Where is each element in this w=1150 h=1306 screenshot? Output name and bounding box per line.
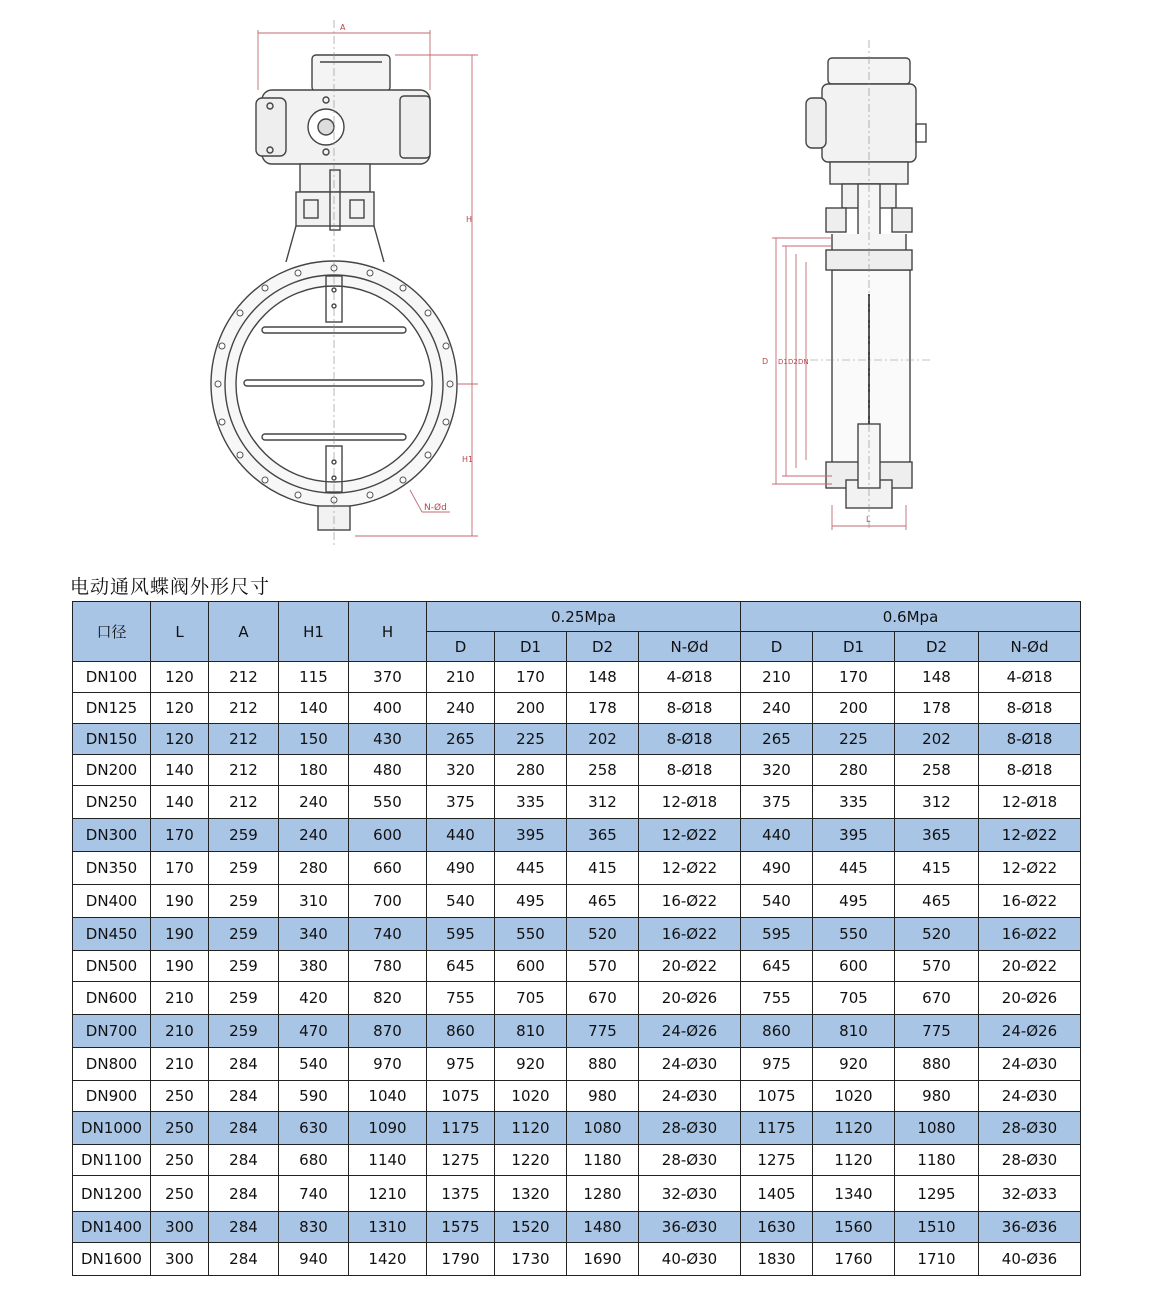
table-cell: 240 (279, 786, 349, 819)
table-cell: 8-Ø18 (639, 724, 741, 755)
table-row (73, 755, 1081, 786)
table-cell: 284 (209, 1176, 279, 1212)
table-cell: 365 (895, 819, 979, 852)
table-cell: 120 (151, 693, 209, 724)
cell-size: DN350 (73, 852, 151, 885)
table-cell: 600 (349, 819, 427, 852)
table-cell: 170 (813, 662, 895, 693)
table-cell: 595 (427, 918, 495, 951)
cell-size: DN1600 (73, 1243, 151, 1276)
table-row (73, 786, 1081, 819)
header-l: L (151, 602, 209, 662)
table-cell: 1020 (813, 1081, 895, 1112)
table-cell: 284 (209, 1112, 279, 1145)
table-cell: 1090 (349, 1112, 427, 1145)
table-cell: 210 (151, 1048, 209, 1081)
table-cell: 1175 (427, 1112, 495, 1145)
table-cell: 280 (495, 755, 567, 786)
table-cell: 755 (741, 982, 813, 1015)
table-cell: 570 (567, 951, 639, 982)
table-cell: 375 (741, 786, 813, 819)
table-cell: 8-Ø18 (639, 755, 741, 786)
table-cell: 212 (209, 786, 279, 819)
table-cell: 40-Ø30 (639, 1243, 741, 1276)
table-cell: 400 (349, 693, 427, 724)
table-row (73, 1081, 1081, 1112)
table-cell: 16-Ø22 (979, 885, 1081, 918)
table-cell: 190 (151, 951, 209, 982)
table-cell: 148 (567, 662, 639, 693)
cell-size: DN100 (73, 662, 151, 693)
dim-label-d2: D2 (788, 358, 798, 366)
table-cell: 1080 (567, 1112, 639, 1145)
table-cell: 1075 (741, 1081, 813, 1112)
table-cell: 430 (349, 724, 427, 755)
table-cell: 860 (741, 1015, 813, 1048)
table-cell: 1510 (895, 1212, 979, 1243)
table-cell: 860 (427, 1015, 495, 1048)
table-cell: 775 (567, 1015, 639, 1048)
table-cell: 250 (151, 1081, 209, 1112)
table-cell: 190 (151, 885, 209, 918)
header-sub-025-1: D1 (495, 632, 567, 662)
table-cell: 780 (349, 951, 427, 982)
table-title: 电动通风蝶阀外形尺寸 (70, 576, 271, 598)
table-cell: 1080 (895, 1112, 979, 1145)
table-cell: 440 (741, 819, 813, 852)
cell-size: DN900 (73, 1081, 151, 1112)
side-view-drawing (806, 40, 930, 530)
table-cell: 259 (209, 951, 279, 982)
table-cell: 490 (427, 852, 495, 885)
dim-label-l: L (866, 515, 871, 524)
table-cell: 1760 (813, 1243, 895, 1276)
table-cell: 212 (209, 693, 279, 724)
table-cell: 210 (427, 662, 495, 693)
table-cell: 200 (813, 693, 895, 724)
table-cell: 170 (151, 819, 209, 852)
table-row (73, 1212, 1081, 1243)
table-cell: 1180 (567, 1145, 639, 1176)
table-cell: 645 (427, 951, 495, 982)
table-cell: 320 (427, 755, 495, 786)
table-cell: 28-Ø30 (639, 1112, 741, 1145)
table-cell: 284 (209, 1243, 279, 1276)
table-row (73, 951, 1081, 982)
table-cell: 312 (567, 786, 639, 819)
cell-size: DN200 (73, 755, 151, 786)
header-group-06mpa: 0.6Mpa (741, 602, 1081, 632)
table-cell: 259 (209, 982, 279, 1015)
table-cell: 645 (741, 951, 813, 982)
table-cell: 178 (567, 693, 639, 724)
table-cell: 335 (495, 786, 567, 819)
table-cell: 178 (895, 693, 979, 724)
table-cell: 370 (349, 662, 427, 693)
table-cell: 540 (279, 1048, 349, 1081)
table-row (73, 1112, 1081, 1145)
table-cell: 212 (209, 755, 279, 786)
table-cell: 1830 (741, 1243, 813, 1276)
table-cell: 24-Ø30 (979, 1048, 1081, 1081)
table-cell: 1280 (567, 1176, 639, 1212)
table-cell: 395 (495, 819, 567, 852)
table-cell: 265 (427, 724, 495, 755)
table-row (73, 819, 1081, 852)
table-row (73, 852, 1081, 885)
table-cell: 12-Ø22 (979, 819, 1081, 852)
table-cell: 1420 (349, 1243, 427, 1276)
table-cell: 600 (495, 951, 567, 982)
table-row (73, 918, 1081, 951)
table-cell: 445 (813, 852, 895, 885)
table-cell: 150 (279, 724, 349, 755)
table-cell: 415 (895, 852, 979, 885)
table-cell: 680 (279, 1145, 349, 1176)
table-cell: 880 (895, 1048, 979, 1081)
table-cell: 280 (813, 755, 895, 786)
table-row (73, 693, 1081, 724)
table-cell: 20-Ø22 (639, 951, 741, 982)
table-cell: 250 (151, 1112, 209, 1145)
table-cell: 284 (209, 1081, 279, 1112)
table-cell: 240 (279, 819, 349, 852)
table-cell: 12-Ø22 (639, 852, 741, 885)
table-cell: 1690 (567, 1243, 639, 1276)
table-cell: 775 (895, 1015, 979, 1048)
dim-label-nd: N-Ød (424, 503, 447, 513)
table-cell: 1210 (349, 1176, 427, 1212)
table-cell: 870 (349, 1015, 427, 1048)
table-header (73, 602, 1081, 662)
table-cell: 180 (279, 755, 349, 786)
table-cell: 540 (741, 885, 813, 918)
table-cell: 115 (279, 662, 349, 693)
table-cell: 120 (151, 662, 209, 693)
table-cell: 240 (427, 693, 495, 724)
table-cell: 148 (895, 662, 979, 693)
dimensions-table (72, 601, 1081, 1276)
table-cell: 28-Ø30 (639, 1145, 741, 1176)
header-sub-06-3: N-Ød (979, 632, 1081, 662)
dim-label-dn: DN (798, 358, 809, 366)
table-cell: 212 (209, 662, 279, 693)
table-cell: 202 (567, 724, 639, 755)
table-cell: 880 (567, 1048, 639, 1081)
table-cell: 520 (567, 918, 639, 951)
table-cell: 1075 (427, 1081, 495, 1112)
table-cell: 28-Ø30 (979, 1112, 1081, 1145)
table-cell: 975 (427, 1048, 495, 1081)
table-cell: 200 (495, 693, 567, 724)
table-cell: 20-Ø26 (979, 982, 1081, 1015)
cell-size: DN125 (73, 693, 151, 724)
cell-size: DN300 (73, 819, 151, 852)
table-cell: 250 (151, 1176, 209, 1212)
table-cell: 24-Ø30 (639, 1048, 741, 1081)
table-row (73, 885, 1081, 918)
table-cell: 820 (349, 982, 427, 1015)
table-cell: 259 (209, 885, 279, 918)
table-cell: 440 (427, 819, 495, 852)
table-cell: 259 (209, 1015, 279, 1048)
cell-size: DN1200 (73, 1176, 151, 1212)
table-cell: 1405 (741, 1176, 813, 1212)
table-cell: 300 (151, 1243, 209, 1276)
table-cell: 420 (279, 982, 349, 1015)
table-cell: 520 (895, 918, 979, 951)
table-cell: 284 (209, 1048, 279, 1081)
table-cell: 1020 (495, 1081, 567, 1112)
table-cell: 202 (895, 724, 979, 755)
table-cell: 380 (279, 951, 349, 982)
table-cell: 1310 (349, 1212, 427, 1243)
header-sub-025-2: D2 (567, 632, 639, 662)
table-cell: 1320 (495, 1176, 567, 1212)
table-cell: 600 (813, 951, 895, 982)
table-cell: 700 (349, 885, 427, 918)
table-cell: 4-Ø18 (639, 662, 741, 693)
table-cell: 755 (427, 982, 495, 1015)
table-cell: 550 (349, 786, 427, 819)
table-cell: 24-Ø26 (979, 1015, 1081, 1048)
table-cell: 259 (209, 819, 279, 852)
table-cell: 210 (151, 982, 209, 1015)
table-cell: 335 (813, 786, 895, 819)
table-cell: 920 (813, 1048, 895, 1081)
table-cell: 140 (151, 786, 209, 819)
header-a: A (209, 602, 279, 662)
table-cell: 36-Ø36 (979, 1212, 1081, 1243)
table-cell: 259 (209, 852, 279, 885)
table-cell: 250 (151, 1145, 209, 1176)
table-cell: 595 (741, 918, 813, 951)
table-cell: 4-Ø18 (979, 662, 1081, 693)
table-cell: 8-Ø18 (979, 693, 1081, 724)
table-cell: 590 (279, 1081, 349, 1112)
table-cell: 975 (741, 1048, 813, 1081)
table-cell: 570 (895, 951, 979, 982)
dim-label-a: A (340, 23, 346, 32)
table-cell: 1480 (567, 1212, 639, 1243)
table-cell: 415 (567, 852, 639, 885)
dim-label-h: H (466, 215, 473, 224)
table-cell: 1340 (813, 1176, 895, 1212)
table-cell: 32-Ø30 (639, 1176, 741, 1212)
table-cell: 259 (209, 918, 279, 951)
table-cell: 24-Ø30 (639, 1081, 741, 1112)
cell-size: DN450 (73, 918, 151, 951)
table-cell: 705 (495, 982, 567, 1015)
cell-size: DN1400 (73, 1212, 151, 1243)
table-cell: 1710 (895, 1243, 979, 1276)
table-cell: 32-Ø33 (979, 1176, 1081, 1212)
table-cell: 1120 (495, 1112, 567, 1145)
table-cell: 395 (813, 819, 895, 852)
cell-size: DN250 (73, 786, 151, 819)
cell-size: DN400 (73, 885, 151, 918)
table-cell: 190 (151, 918, 209, 951)
table-cell: 40-Ø36 (979, 1243, 1081, 1276)
table-row (73, 724, 1081, 755)
cell-size: DN600 (73, 982, 151, 1015)
header-sub-06-1: D1 (813, 632, 895, 662)
table-cell: 8-Ø18 (979, 724, 1081, 755)
table-cell: 210 (151, 1015, 209, 1048)
table-cell: 284 (209, 1145, 279, 1176)
table-cell: 1630 (741, 1212, 813, 1243)
table-cell: 1275 (741, 1145, 813, 1176)
table-cell: 445 (495, 852, 567, 885)
table-cell: 258 (895, 755, 979, 786)
table-cell: 1220 (495, 1145, 567, 1176)
table-cell: 1575 (427, 1212, 495, 1243)
table-cell: 225 (813, 724, 895, 755)
table-cell: 970 (349, 1048, 427, 1081)
table-cell: 980 (567, 1081, 639, 1112)
dim-label-d1: D1 (778, 358, 788, 366)
table-cell: 630 (279, 1112, 349, 1145)
table-cell: 1175 (741, 1112, 813, 1145)
header-sub-025-0: D (427, 632, 495, 662)
table-cell: 310 (279, 885, 349, 918)
table-cell: 1275 (427, 1145, 495, 1176)
cell-size: DN1000 (73, 1112, 151, 1145)
table-cell: 810 (495, 1015, 567, 1048)
table-row (73, 982, 1081, 1015)
table-cell: 1790 (427, 1243, 495, 1276)
table-cell: 320 (741, 755, 813, 786)
table-cell: 670 (567, 982, 639, 1015)
table-cell: 1140 (349, 1145, 427, 1176)
table-cell: 280 (279, 852, 349, 885)
table-cell: 8-Ø18 (639, 693, 741, 724)
table-body (73, 662, 1081, 1276)
table-cell: 8-Ø18 (979, 755, 1081, 786)
table-cell: 1040 (349, 1081, 427, 1112)
table-cell: 740 (279, 1176, 349, 1212)
dim-label-h1: H1 (462, 455, 474, 464)
table-cell: 12-Ø18 (639, 786, 741, 819)
table-cell: 20-Ø26 (639, 982, 741, 1015)
table-cell: 550 (495, 918, 567, 951)
table-cell: 980 (895, 1081, 979, 1112)
table-cell: 212 (209, 724, 279, 755)
table-cell: 490 (741, 852, 813, 885)
table-cell: 340 (279, 918, 349, 951)
table-cell: 265 (741, 724, 813, 755)
table-cell: 12-Ø18 (979, 786, 1081, 819)
table-cell: 140 (279, 693, 349, 724)
table-cell: 705 (813, 982, 895, 1015)
table-cell: 1120 (813, 1145, 895, 1176)
header-group-025mpa: 0.25Mpa (427, 602, 741, 632)
table-row (73, 662, 1081, 693)
table-cell: 495 (495, 885, 567, 918)
table-cell: 170 (495, 662, 567, 693)
table-cell: 12-Ø22 (639, 819, 741, 852)
table-cell: 240 (741, 693, 813, 724)
table-cell: 284 (209, 1212, 279, 1243)
header-h1: H1 (279, 602, 349, 662)
table-cell: 1180 (895, 1145, 979, 1176)
cell-size: DN800 (73, 1048, 151, 1081)
table-cell: 36-Ø30 (639, 1212, 741, 1243)
table-row (73, 1145, 1081, 1176)
table-cell: 740 (349, 918, 427, 951)
table-cell: 12-Ø22 (979, 852, 1081, 885)
table-cell: 480 (349, 755, 427, 786)
table-cell: 920 (495, 1048, 567, 1081)
header-size: 口径 (73, 602, 151, 662)
table-cell: 1730 (495, 1243, 567, 1276)
table-cell: 495 (813, 885, 895, 918)
table-cell: 465 (895, 885, 979, 918)
table-cell: 16-Ø22 (639, 885, 741, 918)
table-cell: 24-Ø26 (639, 1015, 741, 1048)
header-sub-025-3: N-Ød (639, 632, 741, 662)
table-row (73, 1015, 1081, 1048)
cell-size: DN500 (73, 951, 151, 982)
table-cell: 1120 (813, 1112, 895, 1145)
table-cell: 940 (279, 1243, 349, 1276)
header-sub-06-0: D (741, 632, 813, 662)
table-cell: 170 (151, 852, 209, 885)
table-cell: 670 (895, 982, 979, 1015)
table-cell: 16-Ø22 (979, 918, 1081, 951)
table-cell: 1375 (427, 1176, 495, 1212)
table-cell: 140 (151, 755, 209, 786)
table-cell: 465 (567, 885, 639, 918)
table-cell: 1560 (813, 1212, 895, 1243)
table-row (73, 1176, 1081, 1212)
cell-size: DN1100 (73, 1145, 151, 1176)
cell-size: DN700 (73, 1015, 151, 1048)
valve-drawings (0, 0, 1150, 560)
table-cell: 300 (151, 1212, 209, 1243)
table-cell: 24-Ø30 (979, 1081, 1081, 1112)
table-cell: 258 (567, 755, 639, 786)
cell-size: DN150 (73, 724, 151, 755)
table-cell: 830 (279, 1212, 349, 1243)
table-cell: 660 (349, 852, 427, 885)
front-view-drawing (211, 20, 457, 545)
table-cell: 120 (151, 724, 209, 755)
table-cell: 375 (427, 786, 495, 819)
table-cell: 225 (495, 724, 567, 755)
table-row (73, 1048, 1081, 1081)
table-cell: 210 (741, 662, 813, 693)
header-sub-06-2: D2 (895, 632, 979, 662)
header-h: H (349, 602, 427, 662)
table-cell: 1295 (895, 1176, 979, 1212)
table-cell: 550 (813, 918, 895, 951)
table-cell: 1520 (495, 1212, 567, 1243)
table-cell: 20-Ø22 (979, 951, 1081, 982)
table-cell: 28-Ø30 (979, 1145, 1081, 1176)
table-cell: 470 (279, 1015, 349, 1048)
table-cell: 540 (427, 885, 495, 918)
table-cell: 312 (895, 786, 979, 819)
table-cell: 365 (567, 819, 639, 852)
table-cell: 810 (813, 1015, 895, 1048)
table-row (73, 1243, 1081, 1276)
dim-label-d: D (762, 357, 769, 366)
table-cell: 16-Ø22 (639, 918, 741, 951)
